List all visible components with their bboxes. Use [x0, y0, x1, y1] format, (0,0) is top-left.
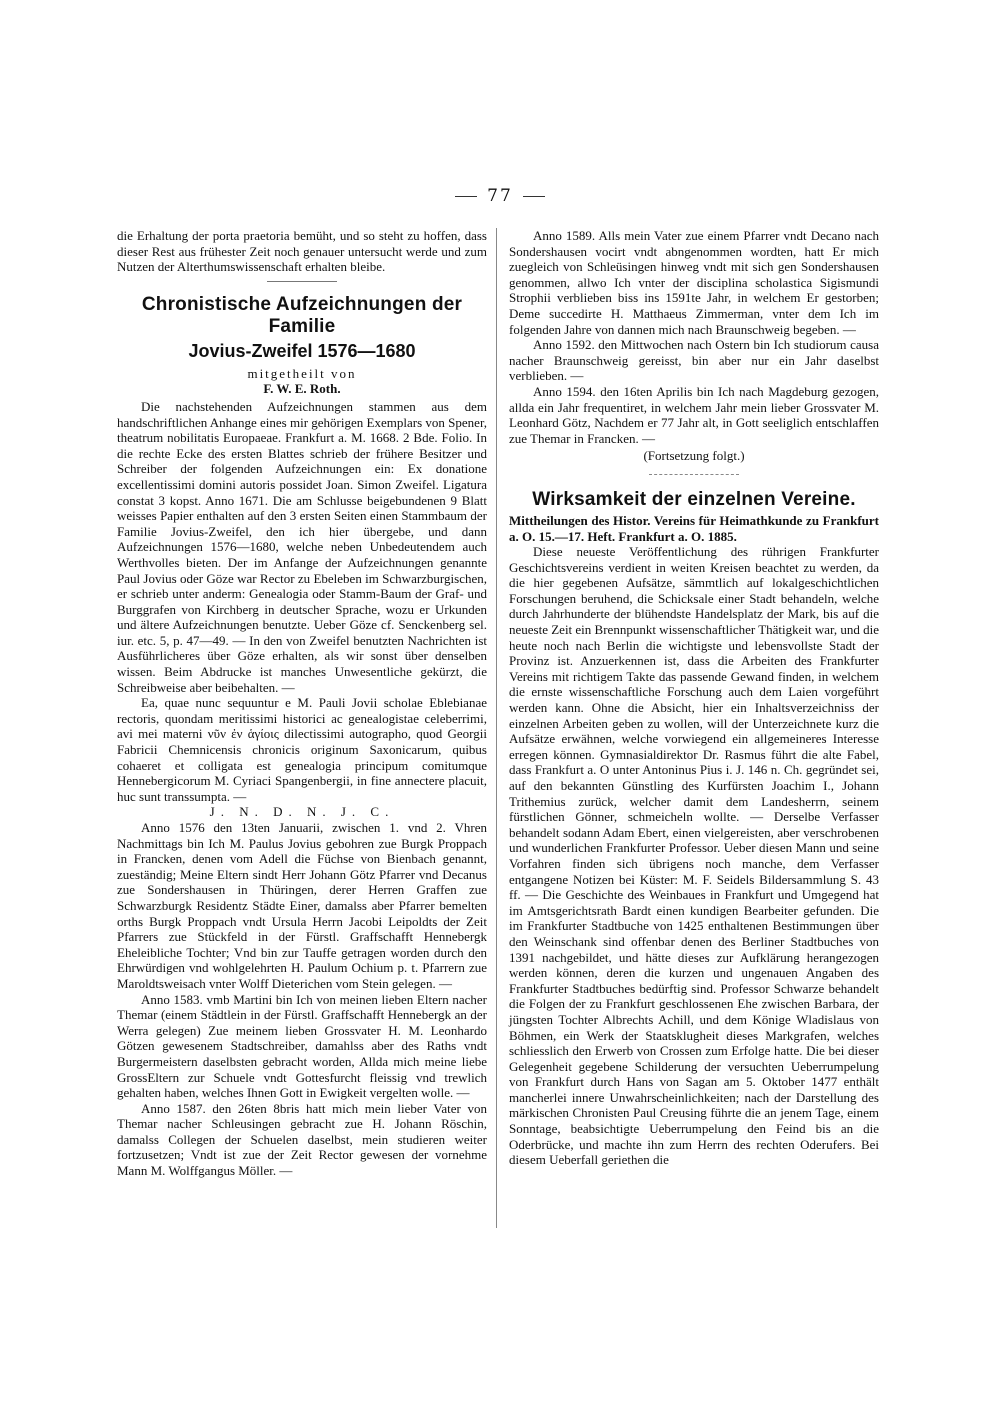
- paragraph: Anno 1576 den 13ten Januarii, zwischen 1. vnd 2. Vhren Nachmittags bin Ich M. Paulus Jovius gebohren zue Burgk Proppach in Francken, denen vom Adell die Füchse von Bienbach genannt, zueständig; Meine Eltern sindt Herr Johann Götz Pfarrer vnd Decanus zue Sondershausen in Thüringen, derer Herren Graffen zue Schwarzburgk Residentz Städte Einer, damalss aber Pfarrer bemelten orths Burgk Proppach vndt Ursula Herrn Jacobi Leipoldts der Zeit Pfarrers zue Stückfeld in der Fürstl. Graffschafft Hennebergk Eheleibliche Tochter; Vnd bin zur Tauffe getragen worden durch den Ehrwürdigen vnd wohlgelehrten H. Paulum Ochium p. t. Pfarrern zue Maroldtsweisach vnter Wolff Dieterichen vom Stein gelegen. —: [117, 820, 487, 991]
- article-subtitle: Jovius-Zweifel 1576—1680: [188, 340, 416, 361]
- paragraph: Diese neueste Veröffentlichung des rührigen Frankfurter Geschichtsvereins verdient in weiten Kreisen beachtet zu werden, da die hier gegebenen Aufsätze, sämmtlich auf lokalgeschichtlichen Forschungen beruhend, die Schicksale einer Stadt behandeln, welche durch Jahrhunderte der blühendste Handelsplatz der Mark, bis auf die neueste Zeit ein Brennpunkt wissenschaftlicher Thätigkeit war, und die heute noch nach Berlin die wichtigste und lebensvollste Stadt der Provinz ist. Anzuerkennen ist, dass die Arbeiten des Frankfurter Vereins mit richtigem Takte das passende Gewand finden, in welchem die ernste wissenschaftliche Forschung auch dem Laien vorgeführt werden kann. Ohne die Absicht, hier ein Inhaltsverzeichniss der einzelnen Arbeiten geben zu wollen, will der Unterzeichnete kurz die Aufsätze erwähnen, welche vorwiegend ein allgemeineres Interesse erregen können. Gymnasialdirektor Dr. Rasmus führt die alte Fabel, dass Frankfurt a. O unter Antoninus Pius i. J. 146 n. Ch. gegründet sei, auf den bekannten Günstling des Kurfürsten Joachim I., Johann Trithemius zurück, welcher damit dem Landesherrn, seinem fürstlichen Gönner, schmeicheln wollte. — Derselbe Verfasser behandelt sodann Adam Ebert, einen vielgereisten, aber verschrobenen und wunderlichen Frankfurter Professor. Ueber diesen Mann und seine Vorfahren finden sich übrigens noch manche, dem Verfasser entgangene Notizen bei Küster: M. F. Seidels Bildersammlung S. 43 ff. — Die Geschichte des Weinbaues in Frankfurt und Umgegend hat im Amtsgerichtsrath Bardt einen kundigen Bearbeiter gefunden. Die im Frankfurter Stadtbuche von 1425 enthaltenen Bestimmungen über den Weinschank sind offenbar denen des Berliner Stadtbuches von 1391 nachgebildet, und hätte dieses zur Aufklärung herangezogen werden können, deren die kurzen und ungenauen Angaben des Frankfurter Stadtbuches bedürftig sind. Professor Schwarze behandelt die Folgen der zu Frankfurt geschlossenen Ehe zwischen Barbara, der jüngsten Tochter Albrechts Achill, und dem Könige Wladislaus von Böhmen, ein Werk der Staatsklugheit dieses Markgrafen, welches schliesslich den Erwerb von Crossen zum Erfolge hatte. Die bei dieser Gelegenheit gegebene Schilderung der versuchten Ueberrumpelung von Frankfurt durch Hans von Sagan am 5. Oktober 1477 enthält mancherlei innere Unwahrscheinlichkeiten; nach der Darstellung des märkischen Chronisten Paul Creusing führte die an jenem Tage, einem Sonntage, beabsichtigte Ueberrumpelung den Feind bis an die Oderbrücke, und machte ihn zum Herrn des rechten Oderufers. Bei diesem Ueberfall geriethen die: [509, 544, 879, 1168]
- continued-note: (Fortsetzung folgt.): [643, 448, 745, 464]
- paragraph: Anno 1594. den 16ten Aprilis bin Ich nach Magdeburg gezogen, allda ein Jahr frequentiret, in welchem Jahr mein lieber Grossvater M. Leonhard Götz, Nachdem er 77 Jahr alt, in Gott seeliglich entschlaffen zue Themar in Francken. —: [509, 383, 879, 446]
- paragraph: Anno 1587. den 26ten 8bris hatt mich mein lieber Vater von Themar nacher Schleusingen gebracht zue H. Johann Röschin, damalss Collegen der Schuelen daselbst, mein studieren weiter fortzusetzen; Vndt ist zue der Zeit Rector gewesen der vornehme Mann M. Wolffgangus Möller. —: [117, 1100, 487, 1179]
- section-title: Wirksamkeit der einzelnen Vereine.: [532, 488, 856, 510]
- dash-decoration: [523, 196, 545, 197]
- dash-decoration: [455, 196, 477, 197]
- page-number: [0, 186, 1000, 206]
- right-column: [509, 228, 879, 1168]
- paragraph: Anno 1589. Alls mein Vater zue einem Pfarrer vndt Decano nach Sondershausen vocirt vndt abngenommen wordten, hatt Er mich zuegleich von Schleüsingen hinweg vndt mit sich gen Sondershausen genommen, allwo Ich vnter der disciplina scholastica Sigismundi Strophii verblieben biss ins 1591te Jahr, in welchem Er gestorben; Deme succedirte H. Matthaeus Zimmerman, vnter dem Ich im folgenden Jahre von dannen mich nach Braunschweig begeben. —: [509, 228, 879, 337]
- author-name: F. W. E. Roth.: [263, 381, 341, 397]
- byline: mitgetheilt von: [247, 365, 357, 381]
- article-title: Chronistische Aufzeichnungen der Familie: [141, 293, 463, 337]
- intro-paragraph: die Erhaltung der porta praetoria bemüht, und so steht zu hoffen, dass dieser Rest aus frühester Zeit noch genauer untersucht werde und zum Nutzen der Alterthumswissenschaft erhalten bleibe.: [117, 228, 487, 275]
- paragraph: Ea, quae nunc sequuntur e M. Pauli Jovii scholae Eblebianae rectoris, quondam meritissimi historici ac genealogistae celeberrimi, avi mei materni νῦν ἐν ἁγίοις dilectissimi autographo, quod Georgii Fabricii Chemnicensis chronicis originum Saxonicarum, quibus cohaeret et colligata est genealogia principum comitumque Hennebergicorum M. Cyriaci Spangenbergii, in fine annectere placuit, huc sunt transsumpta. —: [117, 695, 487, 804]
- separator-line: [649, 474, 739, 475]
- left-column: [117, 228, 487, 1179]
- paragraph: Anno 1583. vmb Martini bin Ich von meinen lieben Eltern nacher Themar (einem Städtlein in der Fürstl. Graffschafft Hennebergk an der Werra gelegen) Zue meinem lieben Grossvater H. M. Leonhardo Götzen gewesenem Stadtschreiber, damahlss aber des Raths vndt Burgermeistern daselbsten gebracht worden, Allda mich meine liebe GrossEltern zur Schuele vndt Gottesfurcht fleissig vnd trewlich gehalten haben, welches Ihnen Gott in Ewigkeit vergelten wolle. —: [117, 991, 487, 1101]
- review-heading: Mittheilungen des Histor. Vereins für Heimathkunde zu Frankfurt a. O. 15.—17. Heft. Frankfurt a. O. 1885.: [509, 512, 879, 544]
- column-divider: [496, 228, 497, 1228]
- paragraph: Die nachstehenden Aufzeichnungen stammen aus dem handschriftlichen Anhange eines mir gehörigen Exemplars von Spener, theatrum nobilitatis Europaeae. Frankfurt a. M. 1668. 2 Bde. Folio. In die rechte Ecke des ersten Blattes schrieb der frühere Besitzer und Schreiber der folgenden Aufzeichnungen ein: Ex donatione excellentissimi domini autoris possidet Joan. Simon Zweifel. Ligatura constat 3 kopst. Anno 1671. Die am Schlusse beigebundenen 9 Blatt weisses Papier enthalten auf den 3 ersten Seiten einen Stammbaum der Familie Jovius-Zweifel, den ich hier übergebe, und dann Aufzeichnungen 1576—1680, welche neben Unbedeutendem auch Werthvolles bieten. Der im Anfange der Aufzeichnungen genannte Paul Jovius oder Göze war Rector zu Ebeleben im Schwarzburgischen, er schrieb unter anderm: Genealogia oder Stamm-Baum der Graf- und Burggrafen von Kirchberg in deutscher Sprache, wozu er Urkunden und ältere Aufzeichnungen benutzte. Ueber Göze cf. Senckenberg sel. iur. etc. 5, p. 47—49. — In den von Zweifel benutzten Nachrichten ist Ausführlicheres über Göze erhalten, als wir sonst über denselben wissen. Beim Abdrucke ist manches Unwesentliche gekürzt, die Schreibweise aber beibehalten. —: [117, 398, 487, 695]
- separator-line: [267, 281, 337, 282]
- invocation-initials: J. N. D. N. J. C.: [209, 804, 395, 820]
- page-number-text: 77: [487, 186, 513, 206]
- paragraph: Anno 1592. den Mittwochen nach Ostern bin Ich studiorum causa nacher Braunschweig gereisst, bin aber nur ein Jahr daselbst verblieben. —: [509, 337, 879, 384]
